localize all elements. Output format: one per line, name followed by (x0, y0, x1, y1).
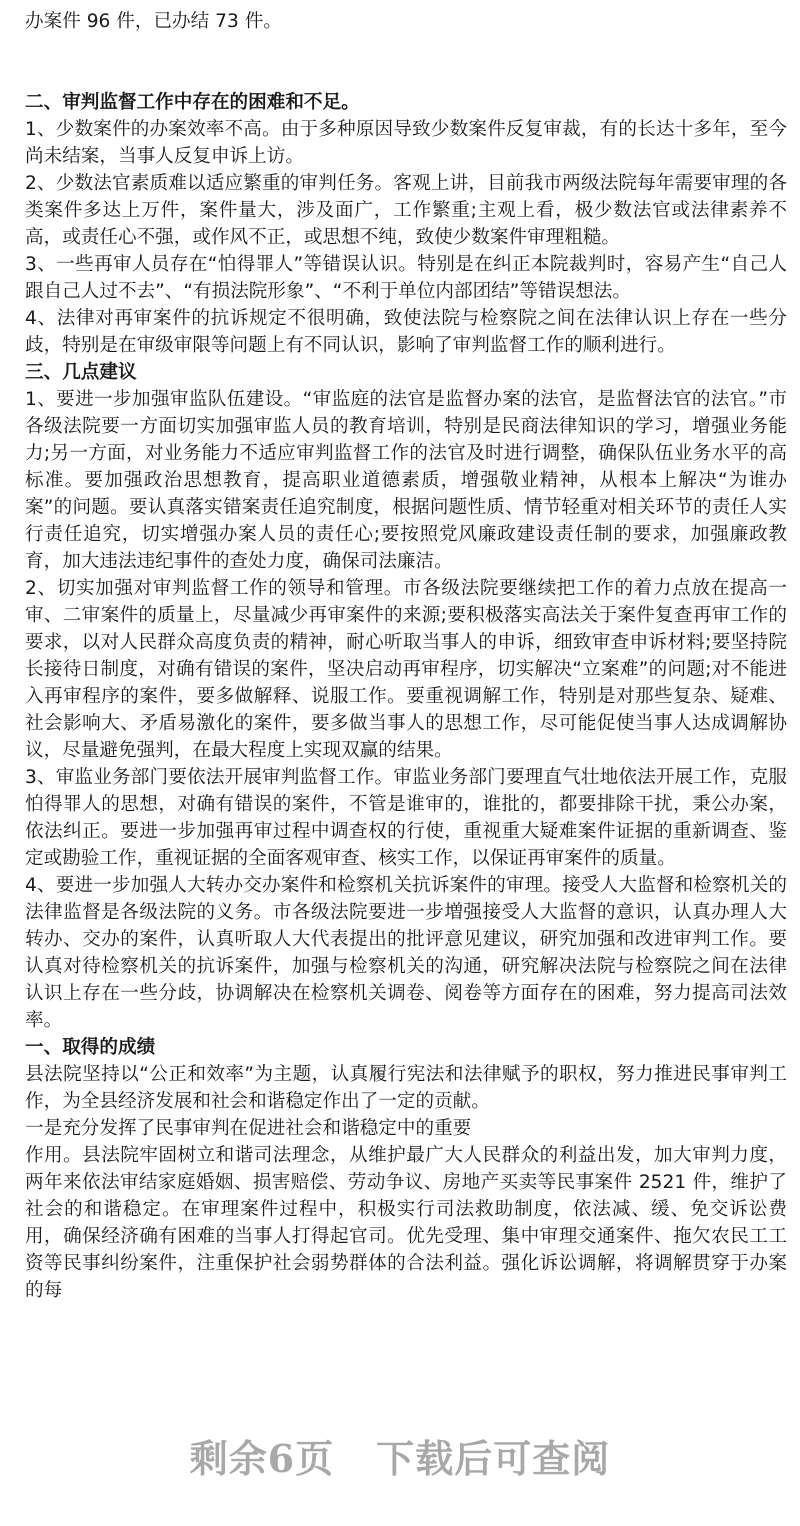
download-to-view-label[interactable]: 下载后可查阅 (376, 1436, 611, 1481)
section-heading: 二、审判监督工作中存在的困难和不足。 (25, 92, 360, 113)
paragraph: 县法院坚持以“公正和效率”为主题，认真履行宪法和法律赋予的职权，努力推进民事审判工作，为全县经济发展和社会和谐稳定作出了一定的贡献。 (25, 1064, 787, 1112)
paragraph: 1、少数案件的办案效率不高。由于多种原因导致少数案件反复审裁，有的长达十多年，至今尚未结案，当事人反复申诉上访。 (25, 119, 787, 167)
paragraph: 3、一些再审人员存在“怕得罪人”等错误认识。特别是在纠正本院裁判时，容易产生“自己人跟自己人过不去”、“有损法院形象”、“不利于单位内部团结”等错误想法。 (25, 254, 787, 302)
remaining-pages-label: 剩余6页 (189, 1436, 335, 1481)
download-prompt[interactable] (0, 1428, 800, 1483)
document-body (25, 8, 787, 1304)
paragraph: 4、法律对再审案件的抗诉规定不很明确，致使法院与检察院之间在法律认识上存在一些分歧，特别是在审级审限等问题上有不同认识，影响了审判监督工作的顺利进行。 (25, 308, 787, 356)
paragraph: 2、少数法官素质难以适应繁重的审判任务。客观上讲，目前我市两级法院每年需要审理的各类案件多达上万件，案件量大，涉及面广，工作繁重;主观上看，极少数法官或法律素养不高，或责任心不强，或作风不正，或思想不纯，致使少数案件审理粗糙。 (25, 173, 787, 248)
paragraph: 一是充分发挥了民事审判在促进社会和谐稳定中的重要 (25, 1118, 472, 1139)
paragraph: 2、切实加强对审判监督工作的领导和管理。市各级法院要继续把工作的着力点放在提高一审、二审案件的质量上，尽量减少再审案件的来源;要积极落实高法关于案件复查再审工作的要求，以对人民群众高度负责的精神，耐心听取当事人的申诉，细致审查申诉材料;要坚持院长接待日制度，对确有错误的案件，坚决启动再审程序，切实解决“立案难”的问题;对不能进入再审程序的案件，要多做解释、说服工作。要重视调解工作，特别是对那些复杂、疑难、社会影响大、矛盾易激化的案件，要多做当事人的思想工作，尽可能促使当事人达成调解协议，尽量避免强判，在最大程度上实现双赢的结果。 (25, 578, 787, 761)
paragraph: 3、审监业务部门要依法开展审判监督工作。审监业务部门要理直气壮地依法开展工作，克服怕得罪人的思想，对确有错误的案件，不管是谁审的，谁批的，都要排除干扰，秉公办案，依法纠正。要进一步加强再审过程中调查权的行使，重视重大疑难案件证据的重新调查、鉴定或勘验工作，重视证据的全面客观审查、核实工作，以保证再审案件的质量。 (25, 767, 787, 869)
section-heading: 三、几点建议 (25, 362, 137, 383)
intro-tail: 办案件 96 件，已办结 73 件。 (25, 11, 282, 32)
section-heading: 一、取得的成绩 (25, 1037, 156, 1058)
paragraph: 作用。县法院牢固树立和谐司法理念，从维护最广大人民群众的利益出发，加大审判力度，两年来依法审结家庭婚姻、损害赔偿、劳动争议、房地产买卖等民事案件 2521 件，维护了社会的和谐稳定。在审理案件过程中，积极实行司法救助制度，依法减、缓、免交诉讼费用，确保经济确有困难的当事人打得起官司。优先受理、集中审理交通案件、拖欠农民工工资等民事纠纷案件，注重保护社会弱势群体的合法利益。强化诉讼调解，将调解贯穿于办案的每 (25, 1145, 787, 1301)
paragraph: 4、要进一步加强人大转办交办案件和检察机关抗诉案件的审理。接受人大监督和检察机关的法律监督是各级法院的义务。市各级法院要进一步増强接受人大监督的意识，认真办理人大转办、交办的案件，认真听取人大代表提出的批评意见建议，研究加强和改进审判工作。要认真对待检察机关的抗诉案件，加强与检察机关的沟通，研究解决法院与检察院之间在法律认识上存在一些分歧，协调解决在检察机关调卷、阅卷等方面存在的困难，努力提高司法效率。 (25, 875, 787, 1031)
paragraph: 1、要进一步加强审监队伍建设。“审监庭的法官是监督办案的法官，是监督法官的法官。”市各级法院要一方面切实加强审监人员的教育培训，特别是民商法律知识的学习，增强业务能力;另一方面，对业务能力不适应审判监督工作的法官及时进行调整，确保队伍业务水平的高标准。要加强政治思想教育，提高职业道德素质，增强敬业精神，从根本上解决“为谁办案”的问题。要认真落实错案责任追究制度，根据问题性质、情节轻重对相关环节的责任人实行责任追究，切实增强办案人员的责任心;要按照党风廉政建设责任制的要求，加强廉政教育，加大违法违纪事件的查处力度，确保司法廉洁。 (25, 389, 787, 572)
spacer (25, 35, 787, 89)
